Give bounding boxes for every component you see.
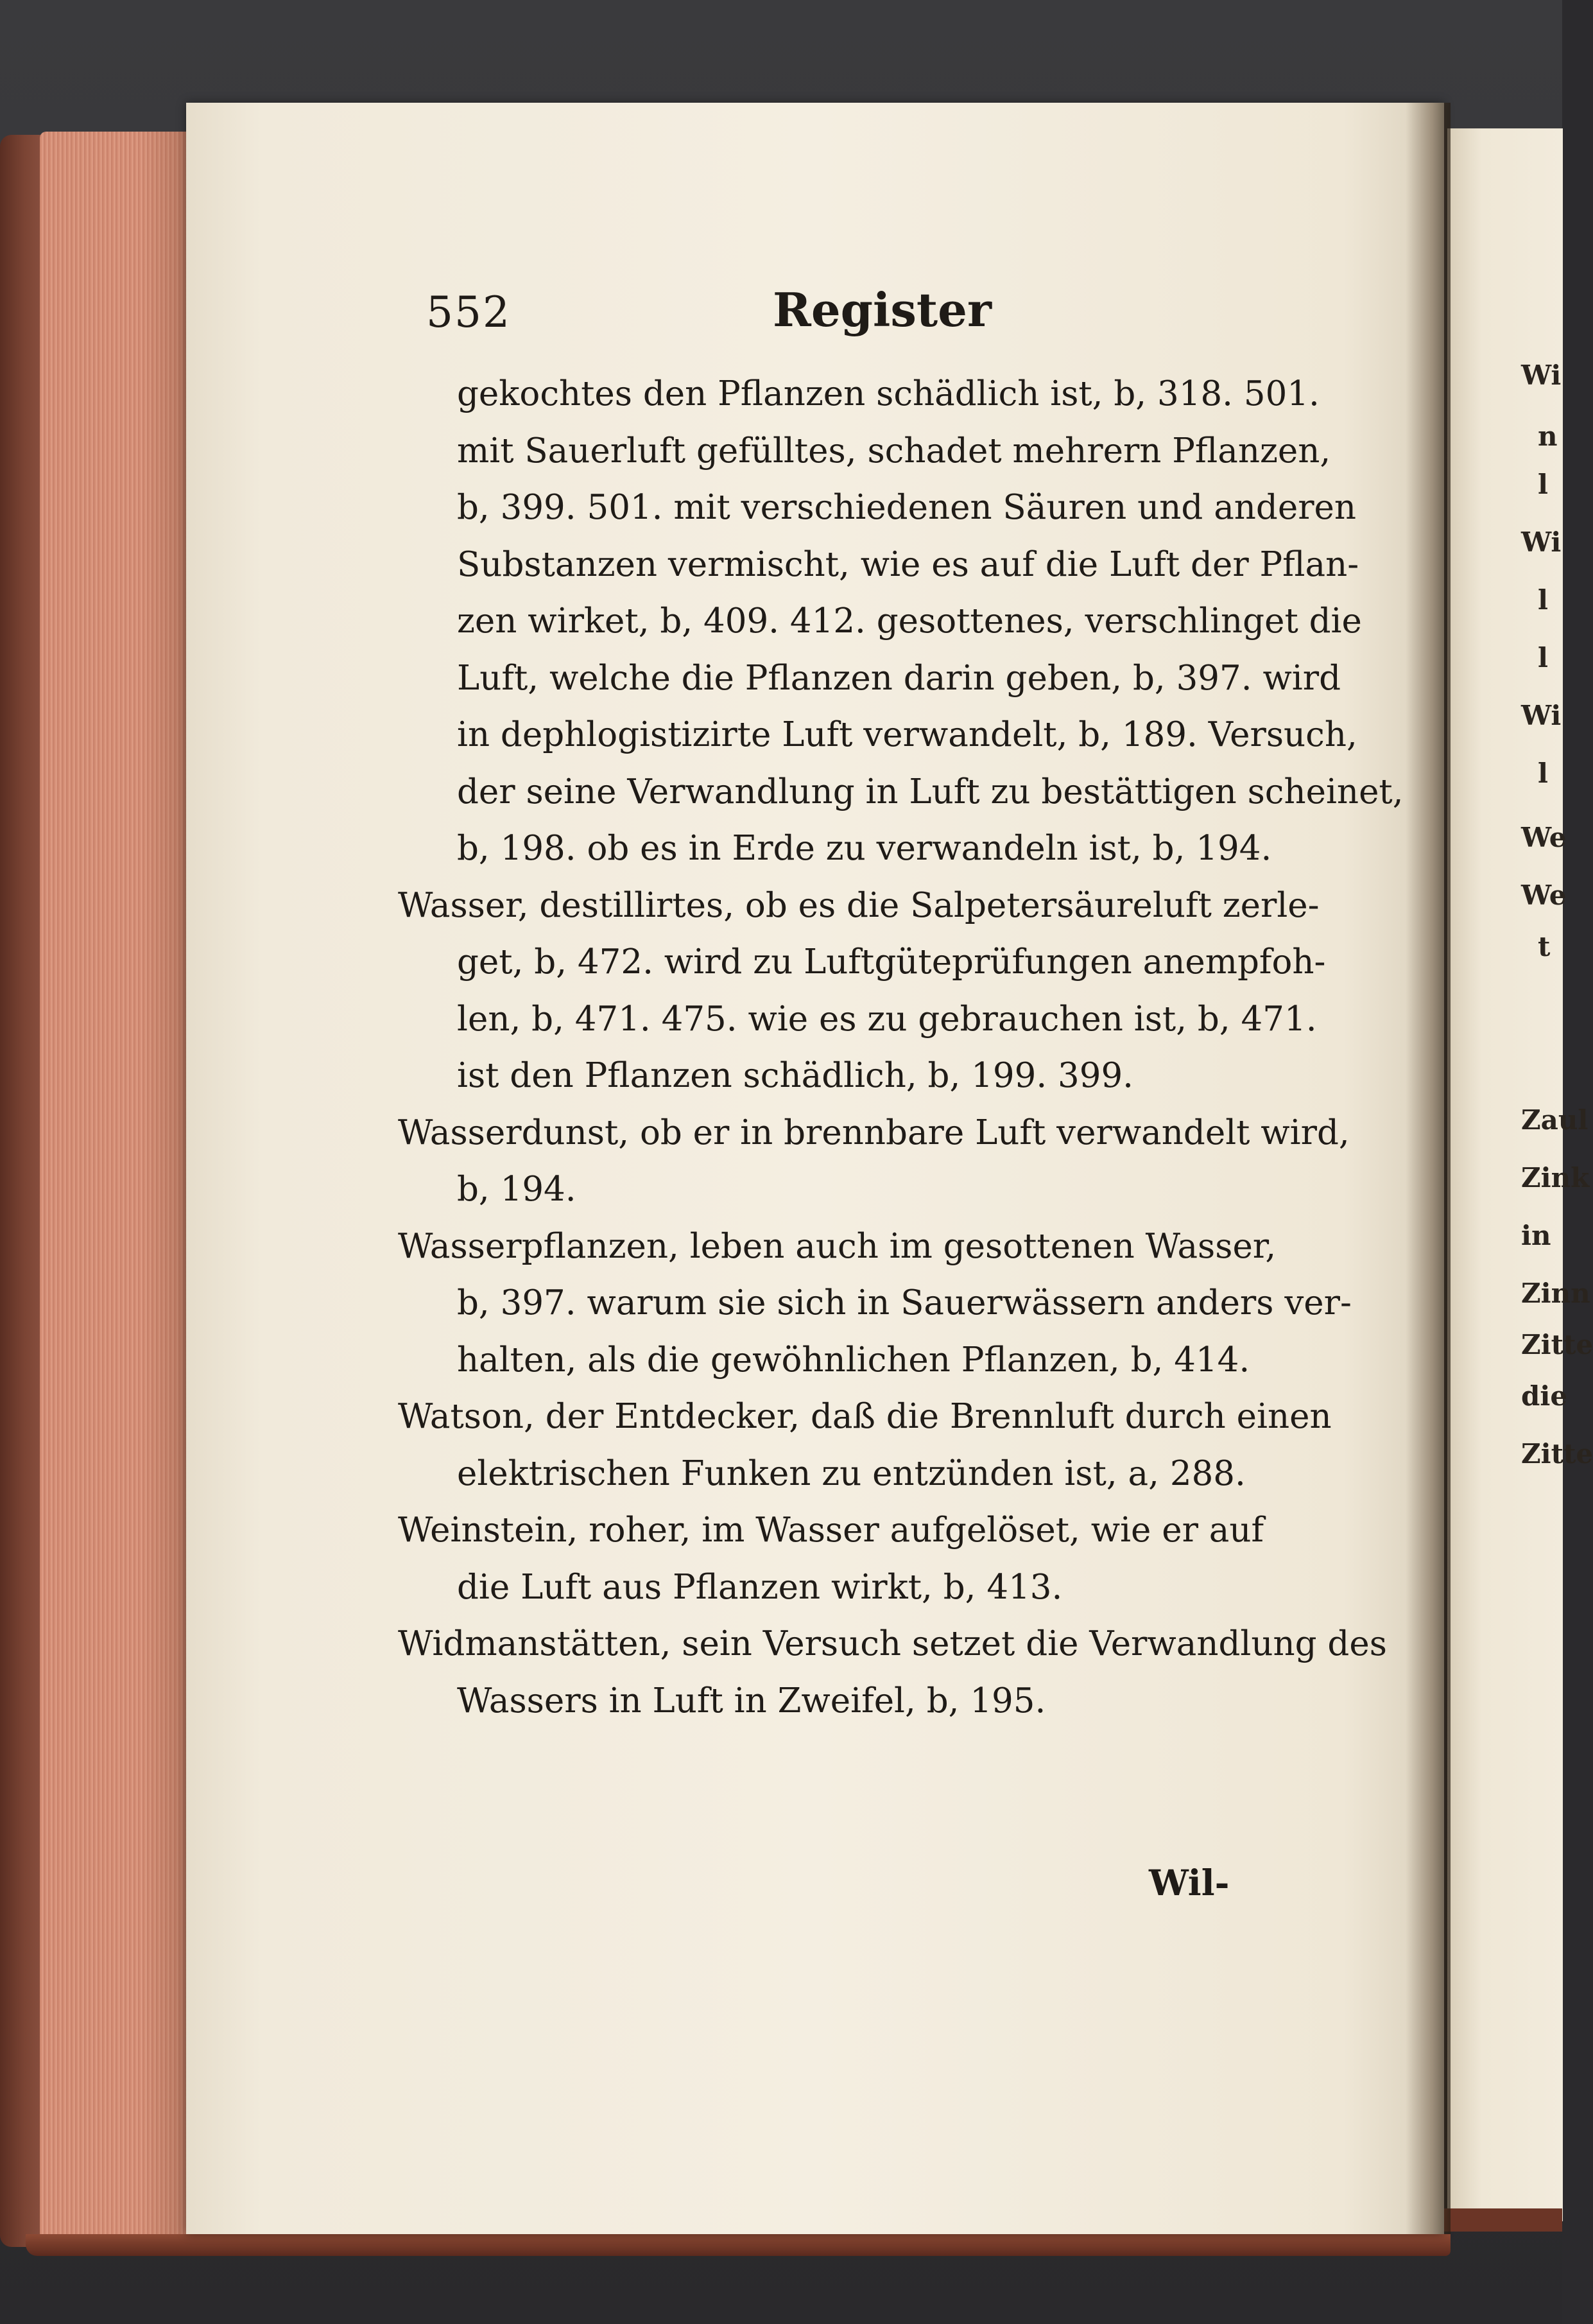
book-cover-bottom-edge: [26, 2234, 1451, 2256]
facing-page-fragment: die: [1521, 1380, 1568, 1412]
entry-line: zen wirket, b, 409. 412. gesottenes, verschlinget die: [457, 602, 1362, 641]
entry-line: Wasserpflanzen, leben auch im gesottenen Wasser,: [398, 1226, 1277, 1266]
facing-page-fragment: Zitte: [1521, 1329, 1593, 1360]
facing-page-fragment: in: [1521, 1220, 1551, 1251]
facing-page-fragment: Zitte: [1521, 1438, 1593, 1470]
facing-page-fragment: Wi: [1521, 700, 1562, 731]
entry-line: die Luft aus Pflanzen wirkt, b, 413.: [457, 1567, 1063, 1607]
facing-page-fragment: We: [1521, 880, 1567, 911]
entry-line: ist den Pflanzen schädlich, b, 199. 399.: [457, 1056, 1134, 1095]
facing-page-fragment: We: [1521, 822, 1567, 853]
entry-line: Luft, welche die Pflanzen darin geben, b, 397. wird: [457, 658, 1341, 698]
facing-page-fragment: l: [1538, 469, 1548, 500]
facing-page-text: [1521, 347, 1593, 1631]
book-gutter: [1406, 103, 1451, 2234]
facing-page-fragment: l: [1538, 758, 1548, 789]
page-header: [426, 282, 1261, 340]
entry-line: Weinstein, roher, im Wasser aufgelöset, wie er auf: [398, 1511, 1264, 1550]
facing-page-fragment: Zink: [1521, 1162, 1590, 1193]
entry-line: der seine Verwandlung in Luft zu bestättigen scheinet,: [457, 772, 1404, 811]
entry-line: Wasser, destillirtes, ob es die Salpetersäureluft zerle-: [398, 885, 1320, 925]
entry-line: in dephlogistizirte Luft verwandelt, b, 189. Versuch,: [457, 715, 1357, 754]
entry-line: Widmanstätten, sein Versuch setzet die Verwandlung des: [398, 1624, 1387, 1663]
entry-line: len, b, 471. 475. wie es zu gebrauchen ist, b, 471.: [457, 999, 1317, 1039]
entry-line: b, 198. ob es in Erde zu verwandeln ist, b, 194.: [457, 829, 1272, 868]
facing-page-fragment: n: [1538, 421, 1558, 452]
facing-page-fragment: t: [1538, 931, 1551, 962]
entry-line: Watson, der Entdecker, daß die Brennluft durch einen: [398, 1397, 1332, 1436]
entry-line: b, 399. 501. mit verschiedenen Säuren und anderen: [457, 488, 1357, 527]
facing-page-fragment: l: [1538, 642, 1548, 673]
entry-line: Wasserdunst, ob er in brennbare Luft verwandelt wird,: [398, 1113, 1350, 1152]
facing-page-fragment: Wi: [1521, 360, 1562, 391]
book-cover-left-edge: [0, 135, 45, 2247]
entry-line: b, 194.: [457, 1170, 576, 1209]
book-cover-right-corner: [1444, 2208, 1562, 2232]
catchword: Wil-: [1149, 1862, 1230, 1903]
facing-page-fragment: Wi: [1521, 526, 1562, 558]
register-entries: [398, 366, 1404, 1730]
facing-page-fragment: l: [1538, 584, 1548, 616]
entry-line: mit Sauerluft gefülltes, schadet mehrern Pflanzen,: [457, 431, 1331, 471]
entry-line: halten, als die gewöhnlichen Pflanzen, b, 414.: [457, 1340, 1250, 1380]
entry-line: Wassers in Luft in Zweifel, b, 195.: [457, 1681, 1046, 1721]
entry-line: get, b, 472. wird zu Luftgüteprüfungen anempfoh-: [457, 942, 1326, 982]
entry-line: gekochtes den Pflanzen schädlich ist, b, 318. 501.: [457, 374, 1320, 413]
running-title: Register: [773, 282, 992, 337]
entry-line: Substanzen vermischt, wie es auf die Luft der Pflan-: [457, 544, 1359, 584]
entry-line: elektrischen Funken zu entzünden ist, a, 288.: [457, 1453, 1246, 1493]
page-number: 552: [426, 288, 511, 337]
facing-page-fragment: Zaul: [1521, 1104, 1589, 1136]
facing-page-fragment: Zinn: [1521, 1278, 1590, 1309]
entry-line: b, 397. warum sie sich in Sauerwässern anders ver-: [457, 1283, 1352, 1322]
page-edge-shadow: [141, 132, 191, 2250]
